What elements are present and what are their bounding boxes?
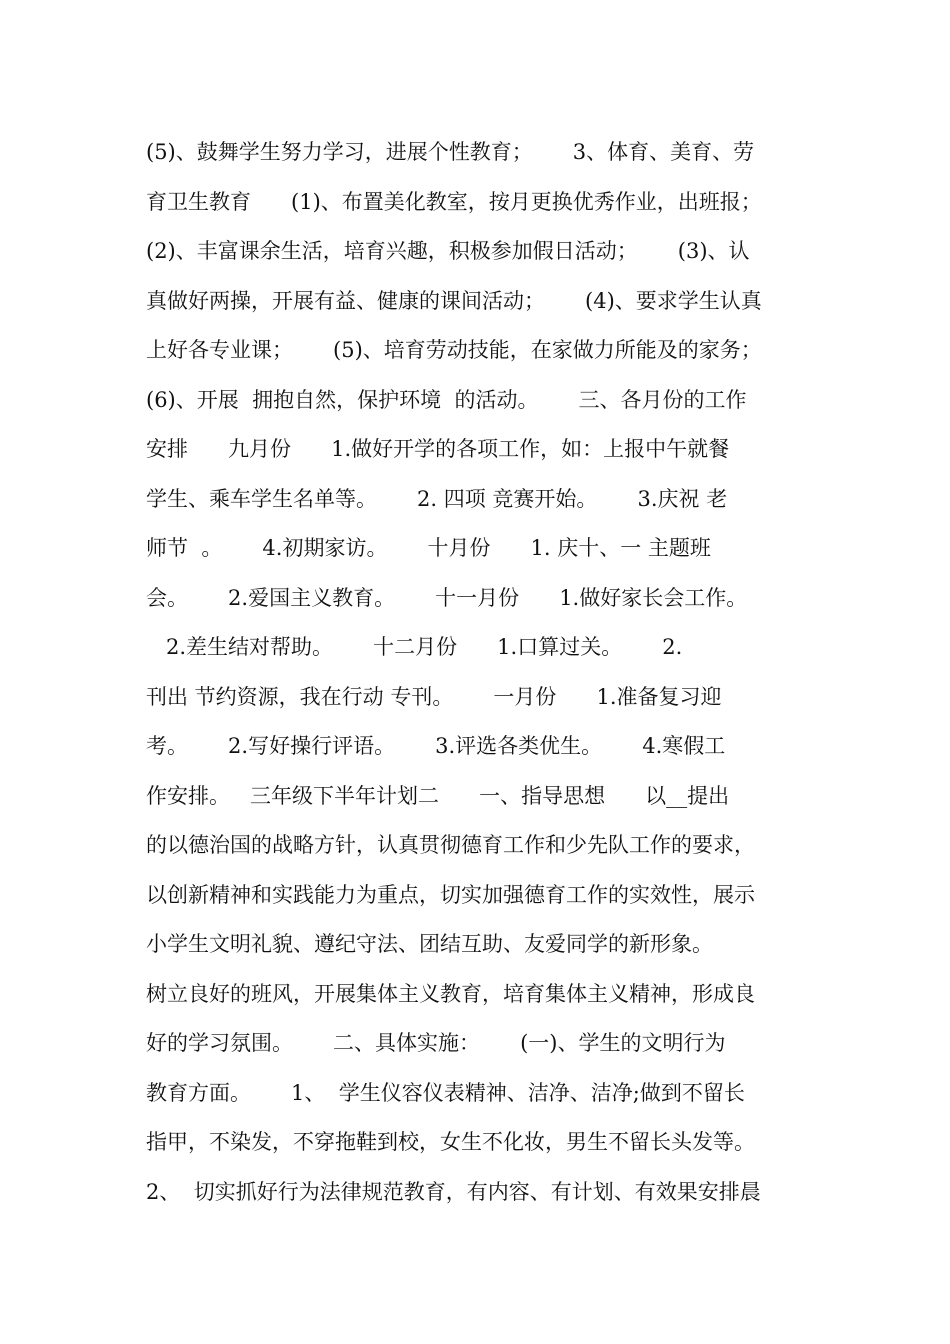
text-line: 树立良好的班风，开展集体主义教育，培育集体主义精神，形成良 — [146, 981, 755, 1006]
document-body — [146, 128, 816, 1217]
text-line: 好的学习氛围。 二、具体实施： (一)、学生的文明行为 — [146, 1031, 726, 1055]
text-line: 小学生文明礼貌、遵纪守法、团结互助、友爱同学的新形象。 — [146, 932, 713, 956]
text-line: (2)、丰富课余生活，培育兴趣，积极参加假日活动； (3)、认 — [146, 239, 750, 263]
text-line: 学生、乘车学生名单等。 2. 四项 竞赛开始。 3.庆祝 老 — [146, 486, 728, 511]
text-line: 真做好两操，开展有益、健康的课间活动； (4)、要求学生认真 — [146, 288, 762, 313]
text-line: 以创新精神和实践能力为重点，切实加强德育工作的实效性，展示 — [146, 882, 755, 907]
text-line: 上好各专业课； (5)、培育劳动技能，在家做力所能及的家务； — [146, 338, 762, 362]
text-line: 2、 切实抓好行为法律规范教育，有内容、有计划、有效果安排晨 — [146, 1179, 761, 1204]
text-line: 会。 2.爱国主义教育。 十一月份 1.做好家长会工作。 — [146, 585, 748, 610]
text-line: 育卫生教育 (1)、布置美化教室，按月更换优秀作业，出班报； — [146, 189, 762, 214]
text-line: 考。 2.写好操行评语。 3.评选各类优生。 4.寒假工 — [146, 734, 726, 758]
text-line: 2.差生结对帮助。 十二月份 1.口算过关。 2. — [146, 635, 683, 659]
text-line: 刊出 节约资源，我在行动 专刊。 一月份 1.准备复习迎 — [146, 684, 722, 709]
text-line: (6)、开展 拥抱自然，保护环境 的活动。 三、各月份的工作 — [146, 387, 747, 412]
text-line: 师节 。 4.初期家访。 十月份 1. 庆十、一 主题班 — [146, 536, 711, 560]
text-line: 教育方面。 1、 学生仪容仪表精神、洁净、洁净;做到不留长 — [146, 1080, 745, 1105]
text-line: 指甲，不染发，不穿拖鞋到校，女生不化妆，男生不留长头发等。 — [146, 1130, 755, 1154]
text-line: 作安排。 三年级下半年计划二 一、指导思想 以__提出 — [146, 783, 730, 808]
text-line: (5)、鼓舞学生努力学习，进展个性教育； 3、体育、美育、劳 — [146, 140, 755, 164]
text-line: 安排 九月份 1.做好开学的各项工作，如：上报中午就餐 — [146, 437, 730, 461]
text-line: 的以德治国的战略方针，认真贯彻德育工作和少先队工作的要求， — [146, 833, 755, 857]
